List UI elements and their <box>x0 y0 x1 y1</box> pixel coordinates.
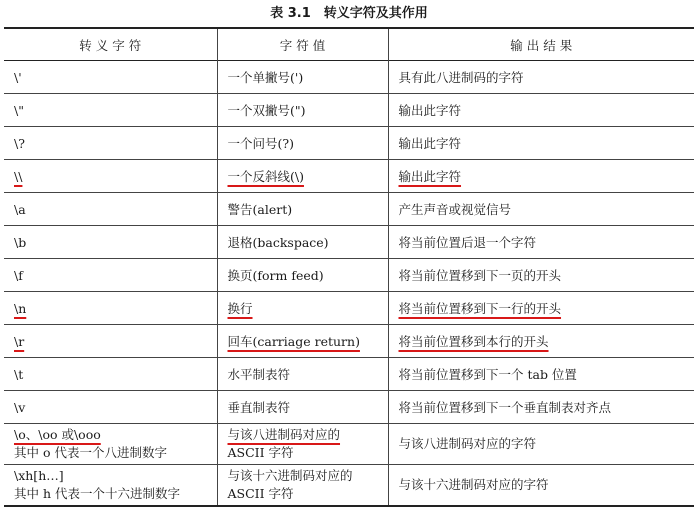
value-cell: 一个问号(?) <box>217 127 388 160</box>
value-cell: 水平制表符 <box>217 358 388 391</box>
result-text: 输出此字符 <box>398 169 462 184</box>
value-cell <box>217 160 388 193</box>
table-row <box>4 391 694 424</box>
table-row <box>4 226 694 259</box>
escape-cell <box>4 325 217 358</box>
value-text: 回车(carriage return) <box>227 334 360 349</box>
escape-cell <box>4 465 217 507</box>
table-row <box>4 127 694 160</box>
result-cell: 将当前位置移到下一页的开头 <box>388 259 694 292</box>
value-cell: 一个单撇号(') <box>217 61 388 94</box>
result-cell: 将当前位置后退一个字符 <box>388 226 694 259</box>
header-output-result: 输 出 结 果 <box>388 28 694 61</box>
value-line-1: 与该十六进制码对应的 <box>227 468 353 483</box>
result-cell: 输出此字符 <box>388 94 694 127</box>
value-cell <box>217 325 388 358</box>
result-cell: 输出此字符 <box>388 127 694 160</box>
escape-text-underlined: \o、\oo 或\ooo <box>14 427 101 442</box>
escape-cell: \v <box>4 391 217 424</box>
value-line-2: ASCII 字符 <box>227 445 294 460</box>
escape-note: 其中 o 代表一个八进制数字 <box>14 445 167 460</box>
escape-cell: \t <box>4 358 217 391</box>
value-line-1 <box>228 426 378 444</box>
escape-cell: \b <box>4 226 217 259</box>
result-cell: 产生声音或视觉信号 <box>388 193 694 226</box>
escape-text: \r <box>14 333 25 349</box>
result-cell <box>388 292 694 325</box>
table-row <box>4 61 694 94</box>
escape-cell <box>4 292 217 325</box>
escape-note: 其中 h 代表一个十六进制数字 <box>14 486 180 501</box>
result-text: 将当前位置移到下一行的开头 <box>398 301 562 316</box>
header-escape-char: 转 义 字 符 <box>4 28 217 61</box>
result-cell: 与该八进制码对应的字符 <box>388 424 694 465</box>
table-row <box>4 358 694 391</box>
result-cell: 与该十六进制码对应的字符 <box>388 465 694 507</box>
result-cell <box>388 160 694 193</box>
table-row <box>4 465 694 507</box>
value-cell <box>217 292 388 325</box>
table-row <box>4 193 694 226</box>
value-text-underlined: 与该八进制码对应的 <box>227 427 341 442</box>
value-text: 一个反斜线(\) <box>227 169 304 184</box>
escape-text: \n <box>14 300 27 316</box>
value-cell <box>217 424 388 465</box>
table-row <box>4 325 694 358</box>
table-caption: 表 3.1 转义字符及其作用 <box>270 6 428 21</box>
result-cell: 将当前位置移到下一个 tab 位置 <box>388 358 694 391</box>
escape-cell: \? <box>4 127 217 160</box>
table-row <box>4 292 694 325</box>
escape-text: \xh[h…] <box>14 468 64 483</box>
escape-cell: \' <box>4 61 217 94</box>
escape-text: \\ <box>14 168 23 184</box>
result-cell: 将当前位置移到下一个垂直制表对齐点 <box>388 391 694 424</box>
value-text: 换行 <box>227 301 253 316</box>
header-row <box>4 28 694 61</box>
value-cell: 退格(backspace) <box>217 226 388 259</box>
header-char-value: 字 符 值 <box>217 28 388 61</box>
table-row <box>4 160 694 193</box>
value-cell: 一个双撇号(") <box>217 94 388 127</box>
escape-cell <box>4 160 217 193</box>
escape-cell: \f <box>4 259 217 292</box>
result-cell <box>388 325 694 358</box>
value-cell: 换页(form feed) <box>217 259 388 292</box>
value-cell <box>217 465 388 507</box>
result-cell: 具有此八进制码的字符 <box>388 61 694 94</box>
table-row <box>4 424 694 465</box>
value-cell: 警告(alert) <box>217 193 388 226</box>
table-row <box>4 94 694 127</box>
escape-character-table <box>4 27 694 507</box>
escape-cell: \a <box>4 193 217 226</box>
escape-cell: \" <box>4 94 217 127</box>
value-cell: 垂直制表符 <box>217 391 388 424</box>
escape-cell <box>4 424 217 465</box>
escape-text <box>14 426 207 444</box>
result-text: 将当前位置移到本行的开头 <box>398 334 549 349</box>
table-row <box>4 259 694 292</box>
value-line-2: ASCII 字符 <box>227 486 294 501</box>
